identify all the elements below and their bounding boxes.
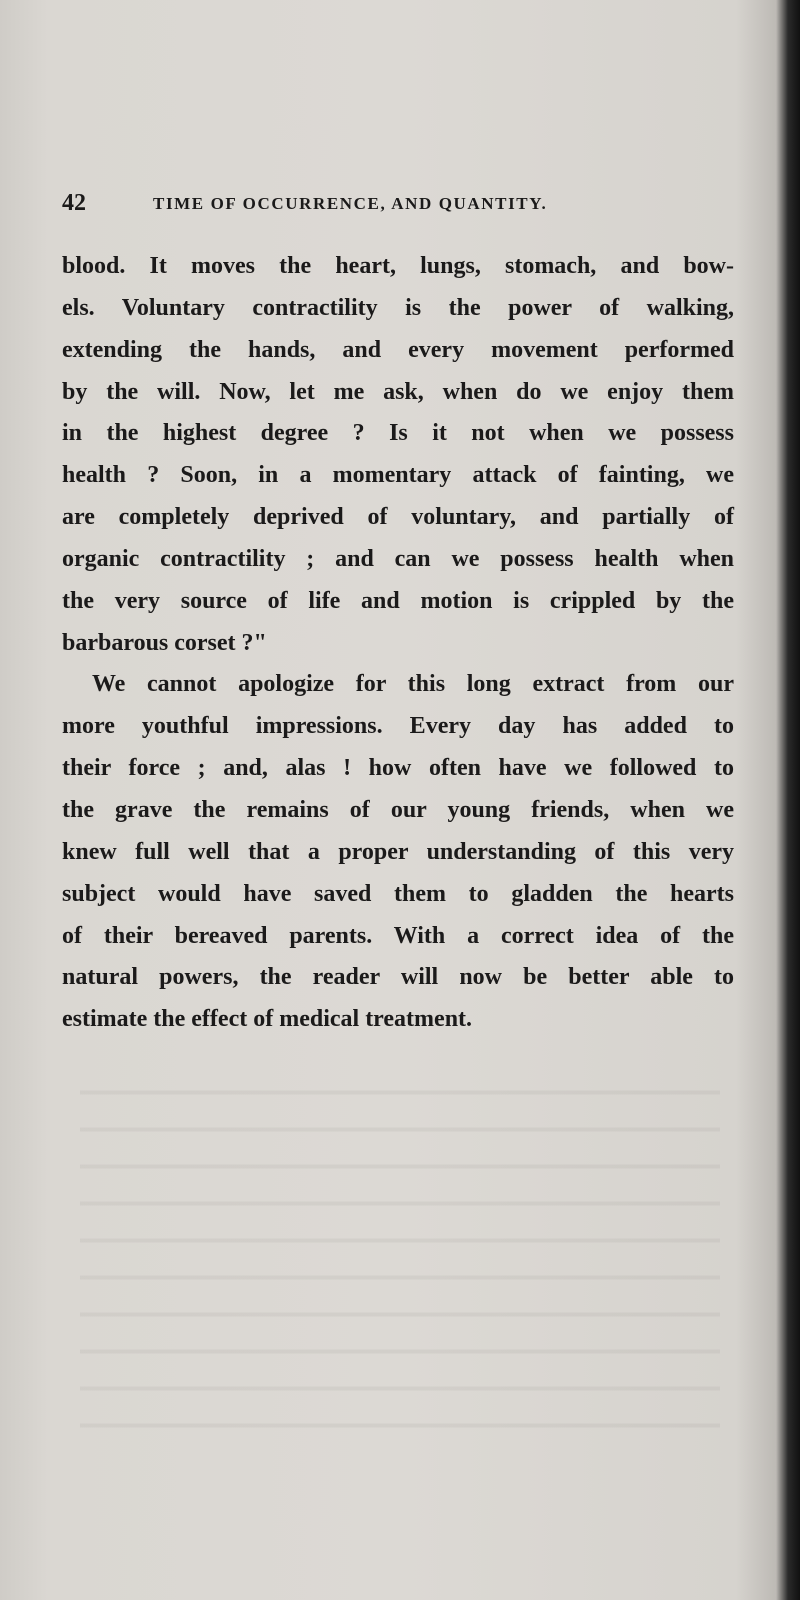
show-through-texture bbox=[80, 1080, 720, 1460]
page-number: 42 bbox=[62, 190, 86, 216]
text-line: We cannot apologize for this long extract from our bbox=[92, 671, 734, 698]
text-line: their force ; and, alas ! how often have we followed to bbox=[62, 755, 734, 782]
text-line: els. Voluntary contractility is the power of walking, bbox=[62, 294, 734, 321]
text-line: the very source of life and motion is crippled by the bbox=[62, 587, 734, 614]
text-line: more youthful impressions. Every day has added to bbox=[62, 713, 734, 740]
page-header bbox=[62, 190, 642, 224]
text-line: blood. It moves the heart, lungs, stomach, and bow- bbox=[62, 253, 734, 279]
text-line: subject would have saved them to gladden the hearts bbox=[62, 880, 734, 907]
text-line: natural powers, the reader will now be better able to bbox=[62, 964, 734, 991]
text-line: in the highest degree ? Is it not when we possess bbox=[62, 420, 734, 447]
text-line: are completely deprived of voluntary, and partially of bbox=[62, 504, 734, 531]
text-line: knew full well that a proper understanding of this very bbox=[62, 838, 734, 865]
text-line: the grave the remains of our young friends, when we bbox=[62, 796, 734, 823]
text-line: by the will. Now, let me ask, when do we enjoy them bbox=[62, 378, 734, 405]
body-text bbox=[62, 246, 734, 1041]
text-line: organic contractility ; and can we possess health when bbox=[62, 545, 734, 572]
text-line: barbarous corset ?" bbox=[62, 629, 267, 656]
text-line: of their bereaved parents. With a correct idea of the bbox=[62, 922, 734, 949]
text-line: estimate the effect of medical treatment. bbox=[62, 1006, 473, 1033]
running-head: TIME OF OCCURRENCE, AND QUANTITY. bbox=[153, 194, 548, 213]
text-line: health ? Soon, in a momentary attack of fainting, we bbox=[62, 462, 734, 489]
text-line: extending the hands, and every movement performed bbox=[62, 336, 734, 363]
